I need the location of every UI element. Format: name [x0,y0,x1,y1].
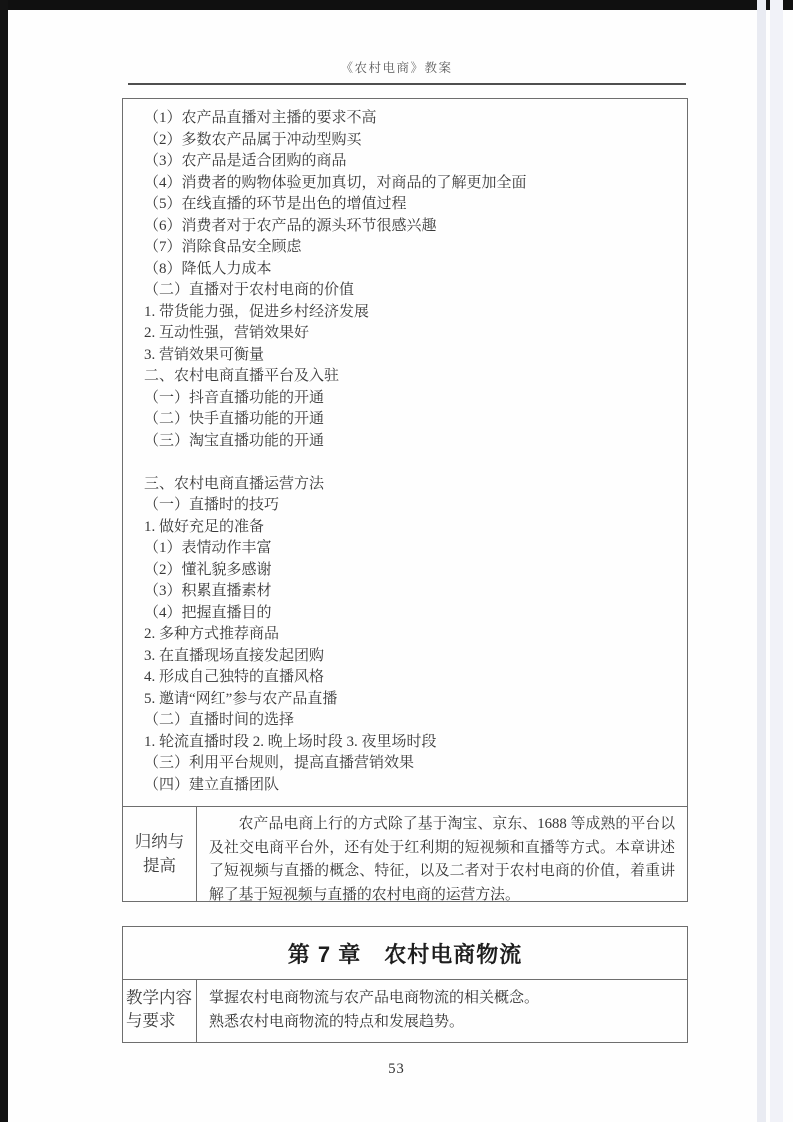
teaching-row [123,980,687,1042]
teaching-content-label [123,980,197,1042]
summary-label-line1: 归纳与 [134,833,185,851]
outline-line: （8）降低人力成本 [144,260,272,277]
scan-streak [757,0,766,1122]
outline-line: （6）消费者对于农产品的源头环节很感兴趣 [144,217,437,234]
outline-line: （7）消除食品安全顾虑 [144,239,302,255]
outline-line: （四）建立直播团队 [144,776,280,793]
outline-line: 3. 在直播现场直接发起团购 [144,647,325,664]
outline-line: 5. 邀请“网红”参与农产品直播 [144,690,338,707]
outline-line: （2）多数农产品属于冲动型购买 [144,131,362,148]
outline-line [144,452,673,474]
lesson-outline-table [122,98,688,902]
lesson-outline [123,99,687,806]
teaching-label-line2: 与要求 [126,1012,176,1030]
teaching-label-line1: 教学内容 [126,989,192,1007]
page-header-title: 《农村电商》教案 [340,61,453,75]
requirement-line: 掌握农村电商物流与农产品电商物流的相关概念。 [209,990,540,1006]
outline-line: 1. 做好充足的准备 [144,518,265,535]
outline-line: （3）积累直播素材 [144,583,272,599]
outline-line: （1）表情动作丰富 [144,540,272,556]
teaching-requirements [197,980,687,1042]
outline-line: （二）直播时间的选择 [144,712,295,728]
outline-line: 4. 形成自己独特的直播风格 [144,669,325,685]
scan-edge-left [0,0,8,1122]
outline-line: （三）利用平台规则，提高直播营销效果 [144,755,415,771]
outline-line: 3. 营销效果可衡量 [144,346,265,363]
scan-streak [770,0,783,1122]
outline-line: （二）快手直播功能的开通 [144,411,325,427]
outline-line: 1. 轮流直播时段 2. 晚上场时段 3. 夜里场时段 [144,733,437,750]
outline-line: 三、农村电商直播运营方法 [144,475,325,492]
page-number: 53 [388,1061,405,1077]
outline-line: （4）消费者的购物体验更加真切，对商品的了解更加全面 [144,174,527,191]
outline-line: （4）把握直播目的 [144,604,272,621]
outline-line: （一）直播时的技巧 [144,497,280,513]
scan-edge-top [0,0,793,10]
chapter7-table [122,926,688,1043]
outline-line: （2）懂礼貌多感谢 [144,561,272,578]
outline-line: （3）农产品是适合团购的商品 [144,153,347,169]
outline-line: （一）抖音直播功能的开通 [144,389,325,406]
summary-paragraph: 农产品电商上行的方式除了基于淘宝、京东、1688 等成熟的平台以及社交电商平台外，还有处于红利期的短视频和直播等方式。本章讲述了短视频与直播的概念、特征，以及二者对于农村电商的价值，着重讲解了基于短视频与直播的农村电商的运营方法。 [209,816,675,903]
requirement-line: 熟悉农村电商物流的特点和发展趋势。 [209,1013,465,1030]
summary-label [123,807,197,901]
header-rule [128,83,686,85]
outline-line: 2. 互动性强，营销效果好 [144,325,310,341]
outline-line: 二、农村电商直播平台及入驻 [144,368,340,384]
outline-line: （二）直播对于农村电商的价值 [144,282,355,298]
outline-line: 2. 多种方式推荐商品 [144,626,280,642]
summary-row [123,806,687,901]
outline-line: （5）在线直播的环节是出色的增值过程 [144,196,407,212]
outline-line: （三）淘宝直播功能的开通 [144,432,325,449]
chapter-title: 第 7 章 农村电商物流 [123,927,687,980]
summary-label-line2: 提高 [143,857,176,875]
outline-line: 1. 带货能力强，促进乡村经济发展 [144,303,370,320]
outline-line: （1）农产品直播对主播的要求不高 [144,110,377,126]
